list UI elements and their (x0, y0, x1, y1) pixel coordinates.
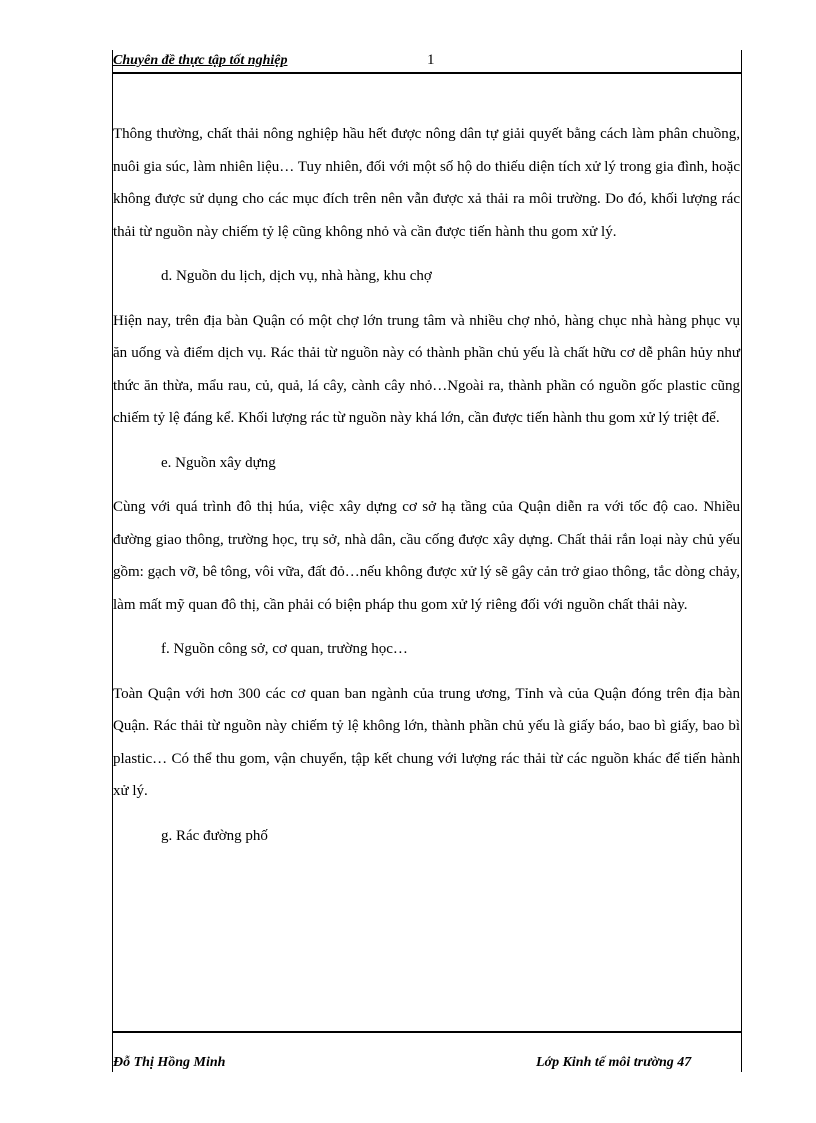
header-rule (112, 72, 742, 74)
page-number: 1 (427, 52, 435, 68)
paragraph-tourism-services: Hiện nay, trên địa bàn Quận có một chợ lớn trung tâm và nhiều chợ nhỏ, hàng chục nhà hàng phục vụ ăn uống và điểm dịch vụ. Rác thải từ nguồn này có thành phần chủ yếu là chất hữu cơ dễ phân hủy như thức ăn thừa, mẩu rau, củ, quả, lá cây, cành cây nhỏ…Ngoài ra, thành phần có nguồn gốc plastic cũng chiếm tỷ lệ đáng kể. Khối lượng rác từ nguồn này khá lớn, cần được tiến hành thu gom xử lý triệt để. (113, 312, 740, 426)
paragraph-offices-schools: Toàn Quận với hơn 300 các cơ quan ban ngành của trung ương, Tỉnh và của Quận đóng trên địa bàn Quận. Rác thải từ nguồn này chiếm tỷ lệ không lớn, thành phần chủ yếu là giấy báo, bao bì giấy, bao bì plastic… Có thể thu gom, vận chuyển, tập kết chung với lượng rác thải từ các nguồn khác để tiến hành xử lý. (113, 685, 740, 799)
paragraph-agricultural-waste: Thông thường, chất thải nông nghiệp hầu hết được nông dân tự giải quyết bằng cách làm phân chuồng, nuôi gia súc, làm nhiên liệu… Tuy nhiên, đối với một số hộ do thiếu diện tích xử lý trong gia đình, hoặc không được sử dụng cho các mục đích trên nên vẫn được xả thải ra môi trường. Do đó, khối lượng rác thải từ nguồn này chiếm tỷ lệ cũng không nhỏ và cần được tiến hành thu gom xử lý. (113, 126, 740, 240)
document-body (113, 118, 740, 864)
footer-author: Đỗ Thị Hồng Minh (113, 1055, 226, 1070)
heading-offices-schools: f. Nguồn công sở, cơ quan, trường học… (161, 641, 408, 657)
paragraph-construction: Cùng với quá trình đô thị húa, việc xây dựng cơ sở hạ tầng của Quận diễn ra với tốc độ cao. Nhiều đường giao thông, trường học, trụ sở, nhà dân, cầu cống được xây dựng. Chất thải rắn loại này chủ yếu gồm: gạch vỡ, bê tông, vôi vữa, đất đỏ…nếu không được xử lý sẽ gây cản trở giao thông, tắc dòng chảy, làm mất mỹ quan đô thị, cần phải có biện pháp thu gom xử lý riêng đối với nguồn chất thải này. (113, 499, 740, 613)
header-title: Chuyên đề thực tập tốt nghiệp (113, 53, 288, 68)
heading-tourism-services: d. Nguồn du lịch, dịch vụ, nhà hàng, khu chợ (161, 268, 432, 284)
heading-street-waste: g. Rác đường phố (161, 827, 268, 844)
page-frame-right-border (741, 50, 742, 1072)
footer-rule (112, 1031, 742, 1033)
heading-construction: e. Nguồn xây dựng (161, 454, 276, 471)
footer-class: Lớp Kinh tế môi trường 47 (536, 1055, 692, 1070)
